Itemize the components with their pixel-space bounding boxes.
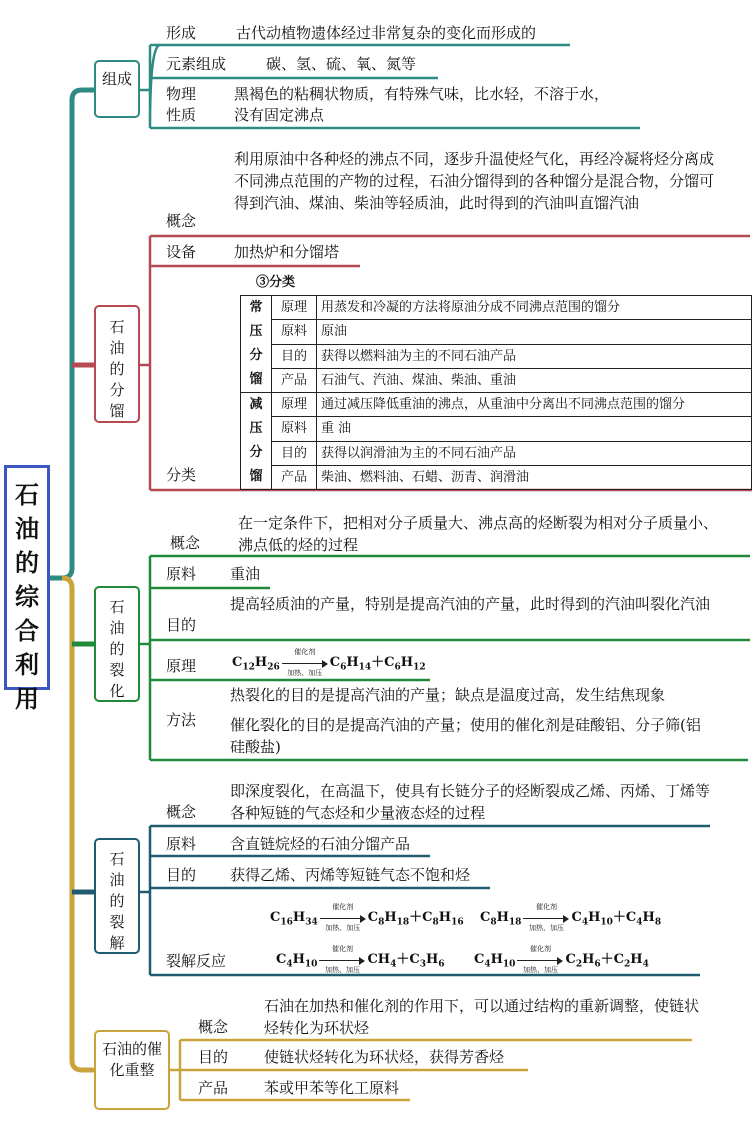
distillation-table (240, 295, 752, 490)
eq-cond-bottom: 加热、加压 (325, 923, 361, 932)
physical-label-2: 性质 (166, 106, 197, 124)
crack-concept-text: 在一定条件下，把相对分子质量大、沸点高的烃断裂为相对分子质量小、沸点低的烃的过程 (238, 514, 719, 554)
elements-label: 元素组成 (166, 55, 227, 73)
table-key: 目的 (272, 441, 317, 465)
eq-cond-top: 催化剂 (529, 944, 551, 953)
physical-text-2: 没有固定沸点 (234, 106, 325, 124)
eq-cond-bottom: 加热、加压 (324, 965, 360, 974)
node-distillation: 石油的分馏 (94, 305, 140, 423)
table-row (241, 344, 752, 368)
pyro-equation-1 (270, 902, 464, 932)
crack-material-text: 重油 (230, 565, 261, 583)
reform-purpose-text: 使链状烃转化为环状烃，获得芳香烃 (264, 1048, 505, 1066)
pyro-equation-3 (276, 944, 445, 974)
pyro-concept-text: 即深度裂化，在高温下，使具有长链分子的烃断裂成乙烯、丙烯、丁烯等各种短链的气态烃和少量液态烃的过程 (230, 782, 711, 822)
eq-left: $C_4H_{10}$ (276, 952, 318, 970)
table-row (241, 320, 752, 344)
reaction-arrow-icon (517, 944, 563, 974)
table-key: 原理 (272, 393, 317, 417)
reaction-arrow-icon (320, 902, 366, 932)
group-vacuum: 减压分馏 (241, 393, 272, 490)
reform-purpose-label: 目的 (198, 1048, 229, 1066)
eq-cond-top: 催化剂 (294, 647, 316, 656)
distill-class-heading: ③分类 (256, 275, 296, 290)
table-value: 获得以燃料油为主的不同石油产品 (317, 344, 752, 368)
reaction-arrow-icon (282, 647, 328, 677)
reaction-arrow-icon (319, 944, 365, 974)
crack-material-label: 原料 (166, 565, 197, 583)
reform-product-text: 苯或甲苯等化工原料 (264, 1079, 400, 1097)
pyro-reaction-label: 裂解反应 (166, 952, 227, 970)
elements-text: 碳、氢、硫、氧、氮等 (266, 55, 417, 73)
table-value: 用蒸发和冷凝的方法将原油分成不同沸点范围的馏分 (317, 296, 752, 320)
eq-left: $C_8H_{18}$ (480, 910, 522, 928)
eq-right: $C_8H_{18}+C_8H_{16}$ (367, 910, 464, 928)
node-reforming: 石油的催化重整 (94, 1030, 170, 1110)
node-cracking: 石油的裂化 (94, 586, 140, 702)
pyro-purpose-label: 目的 (166, 866, 197, 884)
group-atmospheric: 常压分馏 (241, 296, 272, 393)
eq-cond-top: 催化剂 (331, 944, 353, 953)
table-key: 原理 (272, 296, 317, 320)
physical-text-1: 黑褐色的粘稠状物质，有特殊气味，比水轻，不溶于水， (234, 85, 610, 103)
reaction-arrow-icon (523, 902, 569, 932)
reform-concept-label: 概念 (198, 1018, 229, 1036)
table-row (241, 296, 752, 320)
table-key: 原料 (272, 320, 317, 344)
eq-right: $C_2H_6+C_2H_4$ (565, 952, 649, 970)
table-key: 产品 (272, 465, 317, 489)
distill-concept-text: 利用原油中各种烃的沸点不同，逐步升温使烃气化，再经冷凝将烃分离成不同沸点范围的产物的过程，石油分馏得到的各种馏分是混合物，分馏可得到汽油、煤油、柴油等轻质油，此时得到的汽油叫直馏汽油 (234, 150, 715, 212)
root-title: 石油的综合利用 (4, 465, 50, 690)
crack-principle-label: 原理 (166, 657, 197, 675)
table-value: 获得以润滑油为主的不同石油产品 (317, 441, 752, 465)
eq-cond-bottom: 加热、加压 (528, 923, 564, 932)
table-value: 通过减压降低重油的沸点，从重油中分离出不同沸点范围的馏分 (317, 393, 752, 417)
distill-class-label: 分类 (166, 466, 197, 484)
table-key: 原料 (272, 417, 317, 441)
table-row (241, 393, 752, 417)
crack-method-text-2: 催化裂化的目的是提高汽油的产量；使用的催化剂是硅酸铝、分子筛(铝硅酸盐) (230, 716, 701, 756)
node-composition: 组成 (94, 60, 140, 118)
reform-concept-text: 石油在加热和催化剂的作用下，可以通过结构的重新调整，使链状烃转化为环状烃 (264, 997, 700, 1037)
eq-cond-top: 催化剂 (535, 902, 557, 911)
eq-cond-bottom: 加热、加压 (287, 668, 323, 677)
crack-purpose-label: 目的 (166, 616, 197, 634)
pyro-material-label: 原料 (166, 835, 197, 853)
eq-right: $C_6H_{14}+C_6H_{12}$ (329, 655, 426, 673)
formation-label: 形成 (166, 24, 197, 42)
crack-concept-label: 概念 (170, 534, 201, 552)
table-value: 柴油、燃料油、石蜡、沥青、润滑油 (317, 465, 752, 489)
distill-concept-label: 概念 (166, 212, 197, 230)
eq-cond-top: 催化剂 (332, 902, 354, 911)
eq-right: $CH_4+C_3H_6$ (367, 952, 445, 970)
table-value: 石油气、汽油、煤油、柴油、重油 (317, 368, 752, 392)
reform-product-label: 产品 (198, 1079, 229, 1097)
table-row (241, 417, 752, 441)
table-key: 产品 (272, 368, 317, 392)
pyro-purpose-text: 获得乙烯、丙烯等短链气态不饱和烃 (230, 866, 471, 884)
distill-equipment-text: 加热炉和分馏塔 (234, 243, 340, 261)
crack-method-text-1: 热裂化的目的是提高汽油的产量；缺点是温度过高，发生结焦现象 (230, 686, 666, 704)
pyro-concept-label: 概念 (166, 803, 197, 821)
pyro-material-text: 含直链烷烃的石油分馏产品 (230, 835, 411, 853)
pyro-equation-4 (474, 944, 649, 974)
physical-label-1: 物理 (166, 85, 197, 103)
node-pyrolysis: 石油的裂解 (94, 838, 140, 954)
crack-principle-equation (232, 647, 426, 677)
eq-left: $C_{12}H_{26}$ (232, 655, 280, 673)
eq-left: $C_{16}H_{34}$ (270, 910, 318, 928)
eq-right: $C_4H_{10}+C_4H_8$ (571, 910, 662, 928)
table-value: 重 油 (317, 417, 752, 441)
table-row (241, 368, 752, 392)
pyro-equation-2 (480, 902, 662, 932)
crack-method-label: 方法 (166, 711, 197, 729)
table-value: 原油 (317, 320, 752, 344)
eq-cond-bottom: 加热、加压 (522, 965, 558, 974)
formation-text: 古代动植物遗体经过非常复杂的变化而形成的 (236, 24, 537, 42)
table-row (241, 441, 752, 465)
table-key: 目的 (272, 344, 317, 368)
distill-equipment-label: 设备 (166, 243, 197, 261)
table-row (241, 465, 752, 489)
crack-purpose-text: 提高轻质油的产量，特别是提高汽油的产量，此时得到的汽油叫裂化汽油 (230, 595, 711, 613)
eq-left: $C_4H_{10}$ (474, 952, 516, 970)
